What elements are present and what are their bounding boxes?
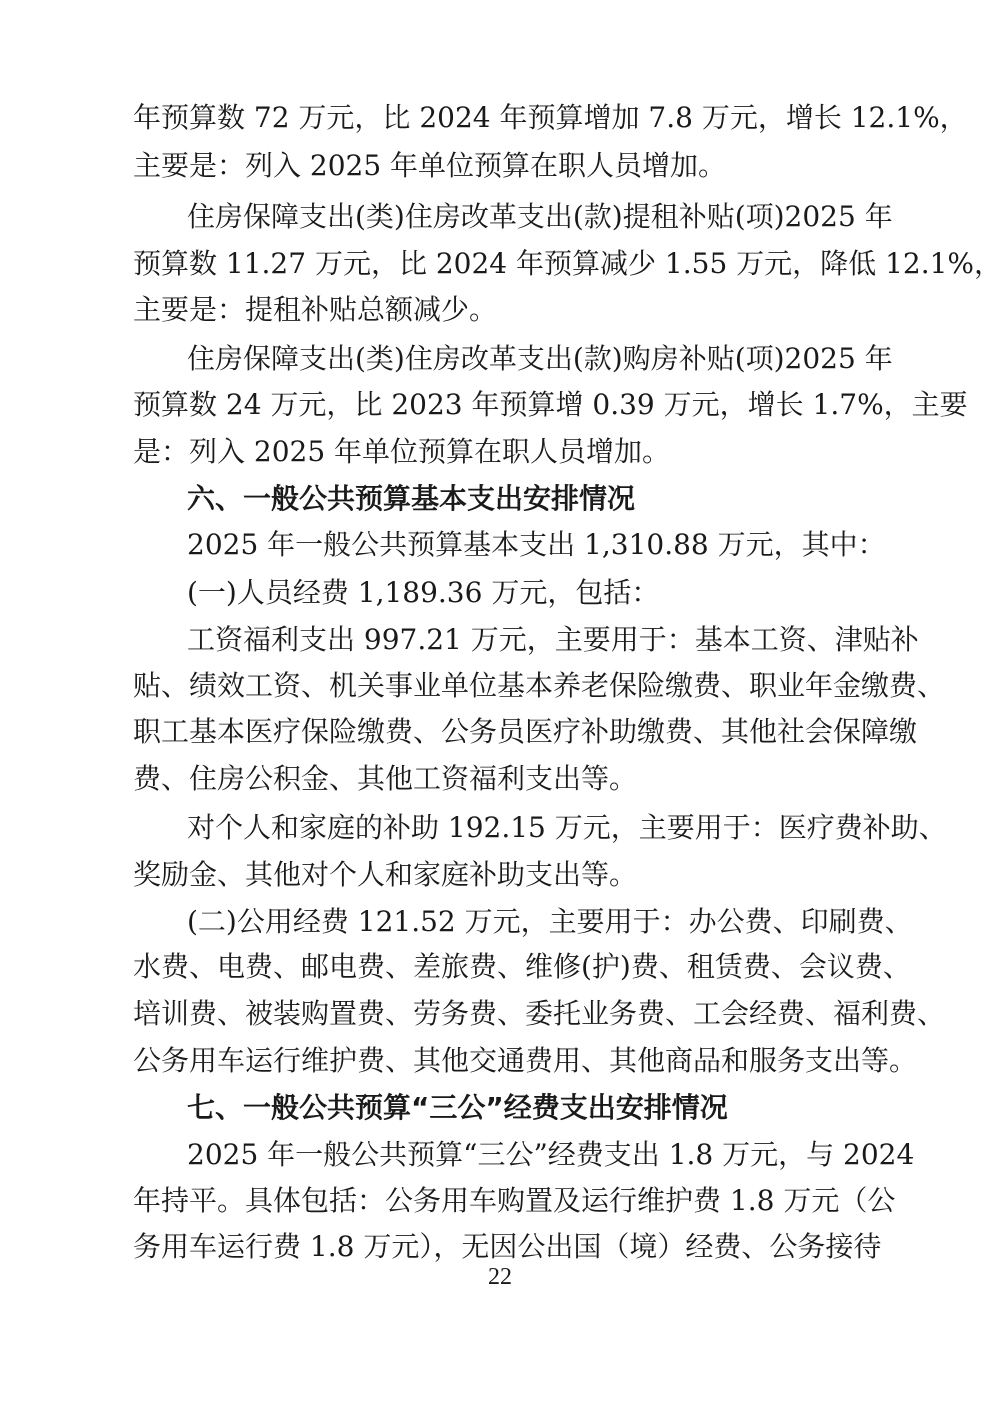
body-text-line: 奖励金、其他对个人和家庭补助支出等。	[133, 858, 638, 891]
body-text-line: 工资福利支出 997.21 万元，主要用于：基本工资、津贴补	[187, 623, 919, 656]
body-text-line: 公务用车运行维护费、其他交通费用、其他商品和服务支出等。	[133, 1044, 918, 1077]
body-text-line: 水费、电费、邮电费、差旅费、维修(护)费、租赁费、会议费、	[133, 950, 911, 983]
body-text-line: 预算数 24 万元，比 2023 年预算增 0.39 万元，增长 1.7%，主要	[133, 388, 968, 421]
body-text-line: 2025 年一般公共预算“三公”经费支出 1.8 万元，与 2024	[187, 1138, 915, 1171]
body-text-line: 2025 年一般公共预算基本支出 1,310.88 万元，其中：	[187, 528, 886, 561]
body-text-line: 费、住房公积金、其他工资福利支出等。	[133, 762, 638, 795]
body-text-line: 主要是：提租补贴总额减少。	[133, 293, 498, 326]
page-number: 22	[488, 1264, 512, 1290]
body-text-line: (一)人员经费 1,189.36 万元，包括：	[187, 576, 660, 609]
body-text-line: 培训费、被装购置费、劳务费、委托业务费、工会经费、福利费、	[133, 997, 946, 1030]
section-heading: 六、一般公共预算基本支出安排情况	[187, 482, 636, 515]
section-heading: 七、一般公共预算“三公”经费支出安排情况	[187, 1091, 728, 1124]
body-text-line: 务用车运行费 1.8 万元），无因公出国（境）经费、公务接待	[133, 1230, 882, 1263]
body-text-line: 职工基本医疗保险缴费、公务员医疗补助缴费、其他社会保障缴	[133, 715, 918, 748]
body-text-line: 对个人和家庭的补助 192.15 万元，主要用于：医疗费补助、	[187, 811, 947, 844]
body-text-line: 预算数 11.27 万元，比 2024 年预算减少 1.55 万元，降低 12.1%，	[133, 247, 1002, 280]
body-text-line: 年持平。具体包括：公务用车购置及运行维护费 1.8 万元（公	[133, 1184, 896, 1217]
body-text-line: 住房保障支出(类)住房改革支出(款)提租补贴(项)2025 年	[187, 200, 893, 233]
body-text-line: 主要是：列入 2025 年单位预算在职人员增加。	[133, 149, 727, 182]
body-text-line: 年预算数 72 万元，比 2024 年预算增加 7.8 万元，增长 12.1%，	[133, 101, 968, 134]
body-text-line: (二)公用经费 121.52 万元，主要用于：办公费、印刷费、	[187, 905, 913, 938]
body-text-line: 是：列入 2025 年单位预算在职人员增加。	[133, 435, 671, 468]
body-text-line: 住房保障支出(类)住房改革支出(款)购房补贴(项)2025 年	[187, 342, 893, 375]
body-text-line: 贴、绩效工资、机关事业单位基本养老保险缴费、职业年金缴费、	[133, 669, 946, 702]
